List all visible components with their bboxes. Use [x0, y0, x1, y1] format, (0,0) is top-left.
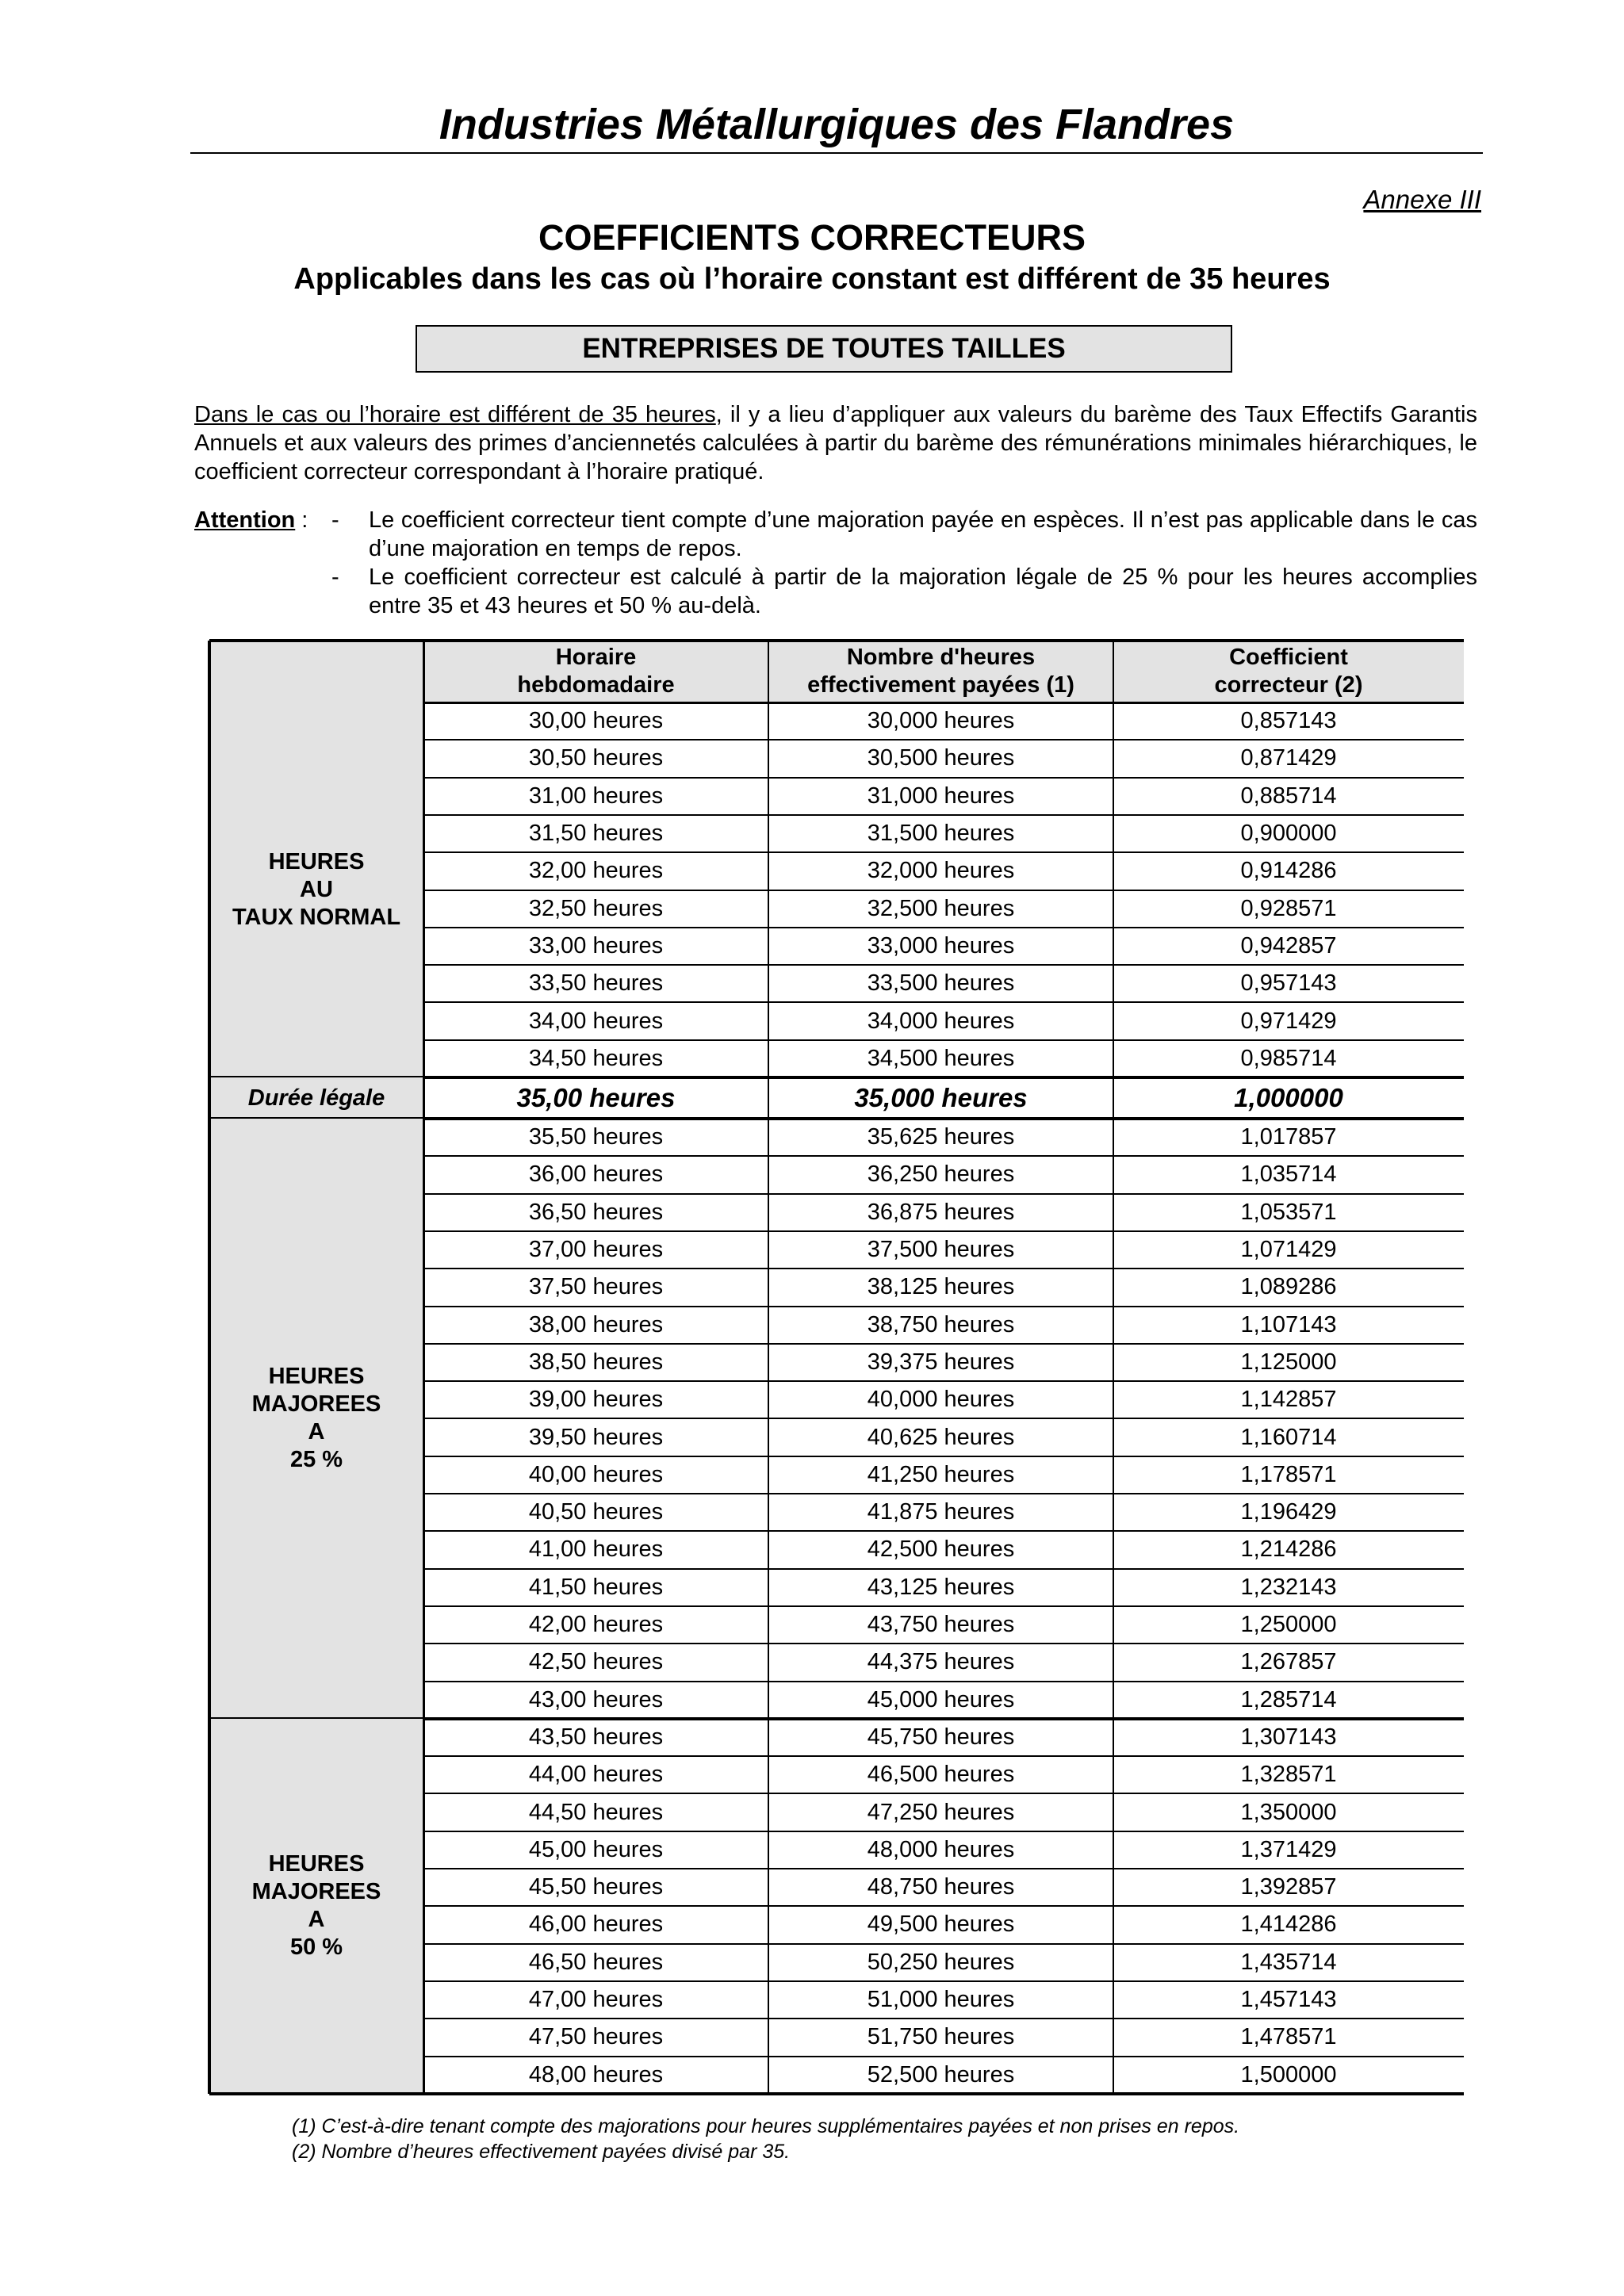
table-cell: 48,750 heures — [867, 1874, 1015, 1900]
table-cell: 1,178571 — [1240, 1461, 1337, 1487]
table-cell: 1,053571 — [1240, 1199, 1337, 1225]
table-cell: 1,250000 — [1240, 1612, 1337, 1638]
table-cell: 35,000 heures — [854, 1083, 1028, 1112]
table-cell: 1,435714 — [1240, 1949, 1337, 1975]
table-cell: 1,285714 — [1240, 1686, 1337, 1712]
table-cell: 0,928571 — [1240, 895, 1337, 921]
table-cell: 0,985714 — [1240, 1045, 1337, 1071]
table-cell: 42,500 heures — [867, 1536, 1015, 1563]
table-cell: 43,00 heures — [528, 1686, 664, 1712]
table-cell: 1,000000 — [1234, 1083, 1343, 1112]
table-cell: 33,50 heures — [528, 970, 664, 997]
attention-item-2: Le coefficient correcteur est calculé à partir de la majoration légale de 25 % pour les heures accomplies entre 35 et 43 heures et 50 % au-delà. — [369, 564, 1477, 618]
table-cell: 34,500 heures — [867, 1045, 1015, 1071]
table-rule — [209, 639, 1464, 642]
table-cell: 48,000 heures — [867, 1836, 1015, 1862]
table-cell: 41,00 heures — [528, 1536, 664, 1563]
attention-item-1: Le coefficient correcteur tient compte d’une majoration payée en espèces. Il n’est pas applicable dans le cas d’une majoration en temps de repos. — [369, 507, 1477, 561]
table-cell: 1,125000 — [1240, 1349, 1337, 1375]
table-cell: 0,942857 — [1240, 932, 1337, 959]
table-cell: 32,50 heures — [528, 895, 664, 921]
table-cell: 43,50 heures — [528, 1724, 664, 1750]
table-cell: 43,125 heures — [867, 1574, 1015, 1600]
group-label: Durée légale — [247, 1085, 385, 1111]
annex-label: Annexe III — [1363, 185, 1481, 214]
table-cell: 47,50 heures — [528, 2024, 664, 2050]
table-cell: 45,750 heures — [867, 1724, 1015, 1750]
table-cell: 44,375 heures — [867, 1649, 1015, 1675]
table-cell: 33,000 heures — [867, 932, 1015, 959]
table-cell: 39,50 heures — [528, 1424, 664, 1450]
group-label: HEURES AU TAUX NORMAL — [232, 849, 401, 930]
table-cell: 34,00 heures — [528, 1008, 664, 1034]
table-cell: 42,50 heures — [528, 1649, 664, 1675]
attention-dash-2: - — [331, 564, 339, 590]
table-cell: 1,267857 — [1240, 1649, 1337, 1675]
table-cell: 51,000 heures — [867, 1987, 1015, 2013]
table-cell: 43,750 heures — [867, 1612, 1015, 1638]
table-cell: 49,500 heures — [867, 1911, 1015, 1938]
table-cell: 45,000 heures — [867, 1686, 1015, 1712]
table-cell: 1,392857 — [1240, 1874, 1337, 1900]
table-cell: 36,50 heures — [528, 1199, 664, 1225]
attention-word: Attention — [194, 507, 296, 533]
table-cell: 38,750 heures — [867, 1311, 1015, 1337]
footnote-1: (1) C’est-à-dire tenant compte des majorations pour heures supplémentaires payées et non prises en repos. — [292, 2115, 1240, 2137]
table-cell: 38,50 heures — [528, 1349, 664, 1375]
attention-dash-1: - — [331, 507, 339, 533]
table-cell: 1,160714 — [1240, 1424, 1337, 1450]
table-cell: 40,000 heures — [867, 1387, 1015, 1413]
table-cell: 1,500000 — [1240, 2061, 1337, 2087]
table-cell: 1,371429 — [1240, 1836, 1337, 1862]
table-rule — [208, 641, 211, 2094]
table-rule — [1113, 641, 1114, 2094]
table-cell: 1,457143 — [1240, 1987, 1337, 2013]
table-cell: 0,900000 — [1240, 821, 1337, 847]
table-cell: 32,500 heures — [867, 895, 1015, 921]
table-cell: 41,50 heures — [528, 1574, 664, 1600]
table-cell: 40,625 heures — [867, 1424, 1015, 1450]
column-header: Horaire hebdomadaire — [517, 645, 675, 698]
table-rule — [423, 641, 425, 2094]
table-cell: 31,50 heures — [528, 821, 664, 847]
table-cell: 37,00 heures — [528, 1237, 664, 1263]
table-cell: 48,00 heures — [528, 2061, 664, 2087]
table-cell: 0,885714 — [1240, 783, 1337, 809]
column-header: Nombre d'heures effectivement payées (1) — [807, 645, 1074, 698]
page-title: COEFFICIENTS CORRECTEURS — [538, 217, 1086, 258]
attention-label — [194, 506, 308, 534]
table-rule — [768, 641, 769, 2094]
table-cell: 32,000 heures — [867, 858, 1015, 884]
table-cell: 0,957143 — [1240, 970, 1337, 997]
table-cell: 39,375 heures — [867, 1349, 1015, 1375]
table-cell: 35,00 heures — [516, 1083, 676, 1112]
table-cell: 30,500 heures — [867, 745, 1015, 771]
table-cell: 1,196429 — [1240, 1499, 1337, 1525]
document-header-title: Industries Métallurgiques des Flandres — [190, 97, 1483, 154]
table-cell: 0,971429 — [1240, 1008, 1337, 1034]
table-cell: 31,500 heures — [867, 821, 1015, 847]
table-cell: 0,857143 — [1240, 708, 1337, 734]
coefficient-table — [209, 641, 1464, 2109]
table-cell: 1,035714 — [1240, 1161, 1337, 1188]
table-cell: 42,00 heures — [528, 1612, 664, 1638]
table-cell: 1,142857 — [1240, 1387, 1337, 1413]
table-cell: 31,000 heures — [867, 783, 1015, 809]
table-cell: 30,000 heures — [867, 708, 1015, 734]
table-cell: 38,00 heures — [528, 1311, 664, 1337]
company-size-banner: ENTREPRISES DE TOUTES TAILLES — [416, 325, 1232, 373]
table-cell: 41,250 heures — [867, 1461, 1015, 1487]
table-cell: 33,500 heures — [867, 970, 1015, 997]
table-cell: 0,871429 — [1240, 745, 1337, 771]
table-cell: 0,914286 — [1240, 858, 1337, 884]
table-cell: 1,071429 — [1240, 1237, 1337, 1263]
group-label: HEURES MAJOREES A 50 % — [251, 1851, 381, 1961]
table-cell: 47,00 heures — [528, 1987, 664, 2013]
table-cell: 37,500 heures — [867, 1237, 1015, 1263]
table-cell: 1,107143 — [1240, 1311, 1337, 1337]
table-cell: 36,250 heures — [867, 1161, 1015, 1188]
table-cell: 45,50 heures — [528, 1874, 664, 1900]
table-cell: 1,017857 — [1240, 1124, 1337, 1150]
group-label: HEURES MAJOREES A 25 % — [251, 1364, 381, 1473]
table-cell: 34,50 heures — [528, 1045, 664, 1071]
table-cell: 1,328571 — [1240, 1762, 1337, 1788]
footnotes — [292, 2114, 1239, 2164]
column-header: Coefficient correcteur (2) — [1214, 645, 1363, 698]
table-cell: 1,232143 — [1240, 1574, 1337, 1600]
table-cell: 1,478571 — [1240, 2024, 1337, 2050]
table-cell: 1,089286 — [1240, 1274, 1337, 1300]
table-cell: 32,00 heures — [528, 858, 664, 884]
table-cell: 35,625 heures — [867, 1124, 1015, 1150]
attention-colon: : — [295, 507, 308, 533]
table-cell: 30,50 heures — [528, 745, 664, 771]
table-cell: 38,125 heures — [867, 1274, 1015, 1300]
table-cell: 52,500 heures — [867, 2061, 1015, 2087]
table-cell: 36,875 heures — [867, 1199, 1015, 1225]
table-cell: 1,414286 — [1240, 1911, 1337, 1938]
table-cell: 46,500 heures — [867, 1762, 1015, 1788]
table-cell: 46,00 heures — [528, 1911, 664, 1938]
table-cell: 37,50 heures — [528, 1274, 664, 1300]
table-cell: 31,00 heures — [528, 783, 664, 809]
table-cell: 33,00 heures — [528, 932, 664, 959]
intro-underlined: Dans le cas ou l’horaire est différent de 35 heures — [194, 402, 716, 427]
table-cell: 1,214286 — [1240, 1536, 1337, 1563]
table-header-blank — [209, 641, 423, 702]
intro-paragraph — [194, 400, 1477, 486]
table-cell: 44,50 heures — [528, 1799, 664, 1825]
table-cell: 40,00 heures — [528, 1461, 664, 1487]
table-cell: 1,307143 — [1240, 1724, 1337, 1750]
table-cell: 35,50 heures — [528, 1124, 664, 1150]
table-cell: 39,00 heures — [528, 1387, 664, 1413]
table-cell: 36,00 heures — [528, 1161, 664, 1188]
table-cell: 46,50 heures — [528, 1949, 664, 1975]
table-cell: 41,875 heures — [867, 1499, 1015, 1525]
table-cell: 30,00 heures — [528, 708, 664, 734]
table-cell: 34,000 heures — [867, 1008, 1015, 1034]
page-subtitle: Applicables dans les cas où l’horaire constant est différent de 35 heures — [293, 262, 1331, 296]
table-cell: 51,750 heures — [867, 2024, 1015, 2050]
footnote-2: (2) Nombre d’heures effectivement payées divisé par 35. — [292, 2141, 791, 2163]
table-cell: 45,00 heures — [528, 1836, 664, 1862]
table-cell: 47,250 heures — [867, 1799, 1015, 1825]
table-rule — [209, 2092, 1464, 2095]
table-cell: 40,50 heures — [528, 1499, 664, 1525]
intro-rest: , il y a lieu d’appliquer aux valeurs du barème des Taux Effectifs Garantis Annuels et aux valeurs des primes d’anciennetés calculées à partir du barème des rémunérations minimales hiérarchiques, le coefficient correcteur correspondant à l’horaire pratiqué. — [194, 402, 1477, 484]
table-cell: 50,250 heures — [867, 1949, 1015, 1975]
table-cell: 44,00 heures — [528, 1762, 664, 1788]
table-cell: 1,350000 — [1240, 1799, 1337, 1825]
